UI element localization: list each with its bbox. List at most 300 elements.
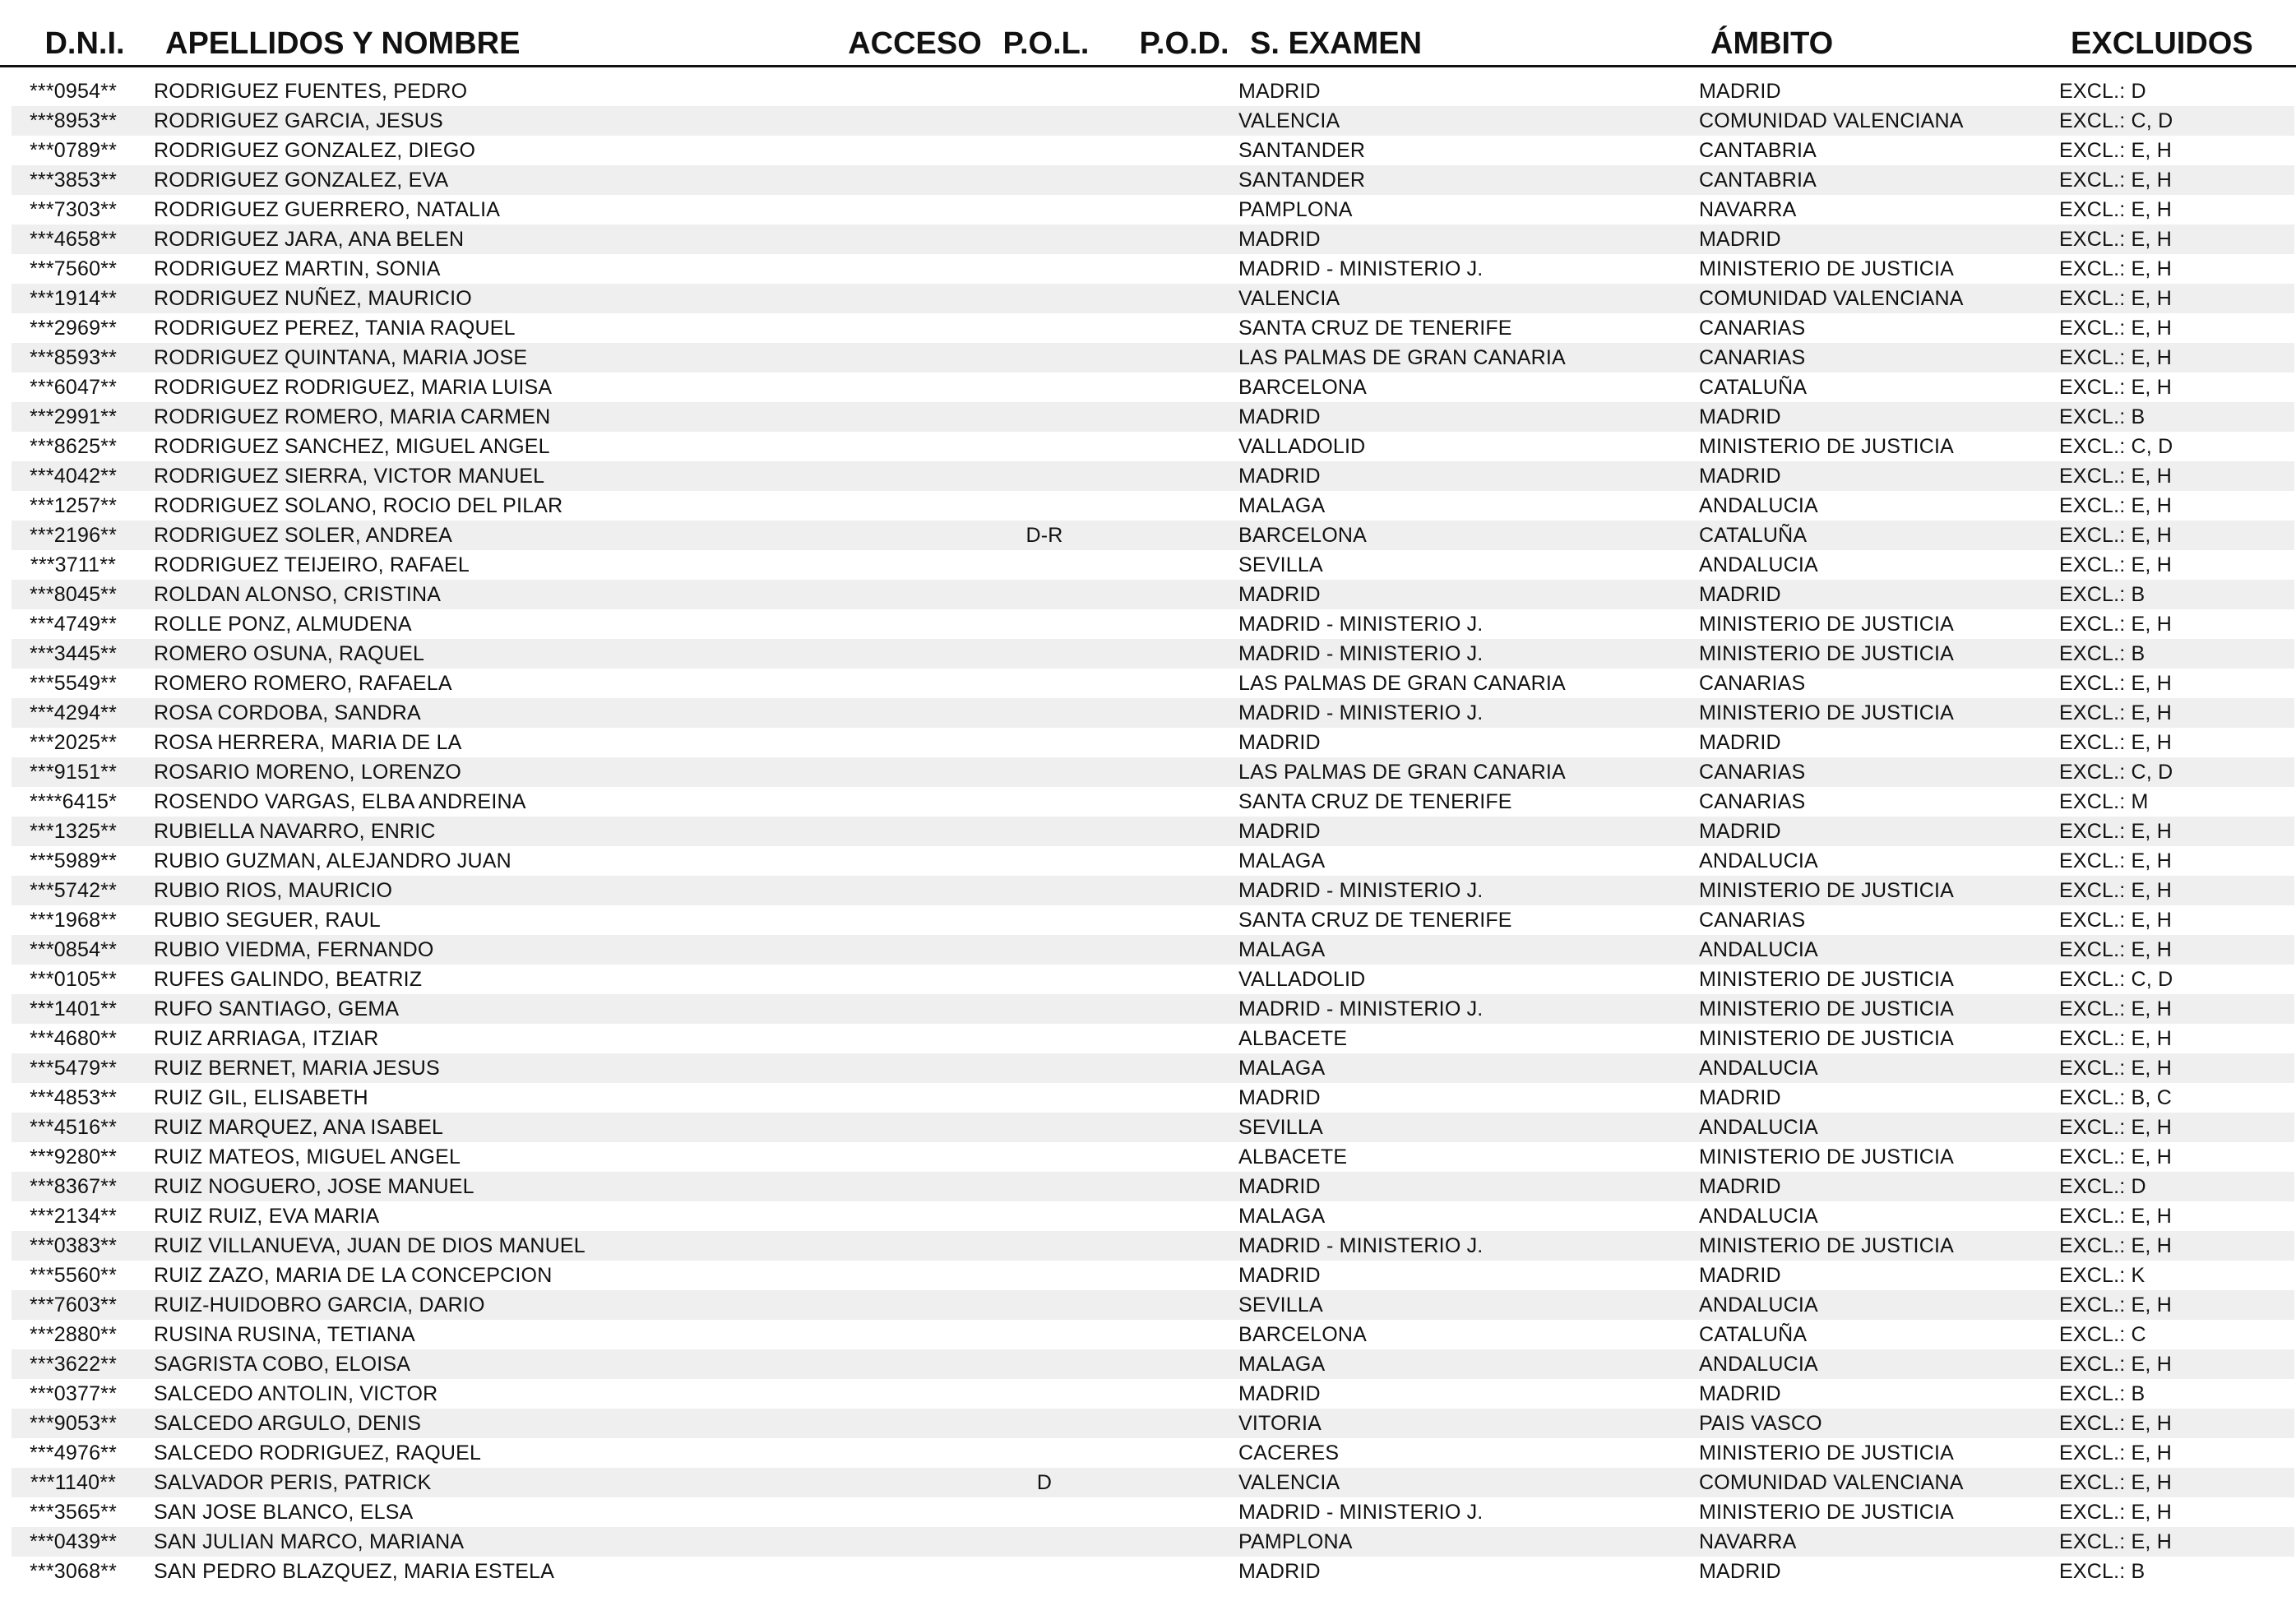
cell-excluidos: EXCL.: E, H (2059, 879, 2172, 902)
cell-acceso (847, 1468, 970, 1497)
cell-dni: ***1914** (29, 287, 118, 310)
cell-dni: ***4853** (29, 1086, 118, 1109)
cell-pol (995, 728, 1094, 757)
cell-pol (995, 1113, 1094, 1142)
cell-pod (1127, 609, 1234, 639)
cell-pol (995, 1557, 1094, 1586)
cell-pol: D (1036, 1471, 1053, 1494)
cell-name: SALCEDO ANTOLIN, VICTOR (154, 1382, 438, 1405)
cell-acceso (847, 935, 970, 965)
cell-pol (995, 994, 1094, 1024)
header-pol: P.O.L. (1002, 26, 1090, 61)
cell-pod (1127, 1438, 1234, 1468)
cell-ambito: CATALUÑA (1699, 376, 1808, 399)
cell-name: RODRIGUEZ SOLER, ANDREA (154, 524, 452, 547)
cell-acceso (847, 1142, 970, 1172)
cell-pod (1127, 1142, 1234, 1172)
cell-examen: MADRID - MINISTERIO J. (1238, 997, 1484, 1020)
cell-pod (1127, 1320, 1234, 1349)
cell-pol (995, 1261, 1094, 1290)
cell-pol (995, 609, 1094, 639)
cell-excluidos: EXCL.: E, H (2059, 1234, 2172, 1257)
table-row (12, 76, 2294, 106)
cell-examen: CACERES (1238, 1441, 1340, 1465)
cell-dni: ***1257** (29, 494, 118, 517)
cell-examen: PAMPLONA (1238, 198, 1353, 221)
cell-excluidos: EXCL.: E, H (2059, 731, 2172, 754)
cell-name: RODRIGUEZ ROMERO, MARIA CARMEN (154, 405, 551, 428)
header-divider (0, 65, 2296, 67)
cell-ambito: MINISTERIO DE JUSTICIA (1699, 701, 1954, 724)
cell-examen: MADRID (1238, 465, 1321, 488)
cell-pol (995, 254, 1094, 284)
cell-acceso (847, 1497, 970, 1527)
cell-pol (995, 1231, 1094, 1261)
cell-pod (1127, 373, 1234, 402)
cell-acceso (847, 965, 970, 994)
cell-dni: ***6047** (29, 376, 118, 399)
cell-pol (995, 1290, 1094, 1320)
cell-dni: ***3445** (29, 642, 118, 665)
cell-name: RUIZ MARQUEZ, ANA ISABEL (154, 1116, 444, 1139)
cell-examen: SEVILLA (1238, 1293, 1323, 1317)
cell-pod (1127, 1201, 1234, 1231)
cell-excluidos: EXCL.: E, H (2059, 287, 2172, 310)
cell-dni: ***7603** (29, 1293, 118, 1317)
cell-ambito: MADRID (1699, 465, 1781, 488)
cell-examen: MADRID (1238, 1086, 1321, 1109)
cell-excluidos: EXCL.: E, H (2059, 465, 2172, 488)
table-row (12, 1261, 2294, 1290)
cell-pod (1127, 432, 1234, 461)
cell-examen: MADRID (1238, 1560, 1321, 1583)
cell-pol (995, 165, 1094, 195)
cell-examen: BARCELONA (1238, 376, 1368, 399)
cell-examen: MADRID - MINISTERIO J. (1238, 1501, 1484, 1524)
table-row (12, 1438, 2294, 1468)
cell-examen: MALAGA (1238, 1057, 1326, 1080)
cell-dni: ***9280** (29, 1145, 118, 1168)
cell-excluidos: EXCL.: E, H (2059, 1057, 2172, 1080)
cell-pod (1127, 817, 1234, 846)
cell-dni: ***4042** (29, 465, 118, 488)
cell-pol (995, 757, 1094, 787)
header-name: APELLIDOS Y NOMBRE (165, 26, 521, 61)
cell-name: SAN JULIAN MARCO, MARIANA (154, 1530, 465, 1553)
cell-ambito: COMUNIDAD VALENCIANA (1699, 109, 1964, 132)
cell-ambito: COMUNIDAD VALENCIANA (1699, 287, 1964, 310)
cell-pod (1127, 491, 1234, 521)
cell-acceso (847, 491, 970, 521)
cell-excluidos: EXCL.: E, H (2059, 139, 2172, 162)
cell-examen: MADRID (1238, 820, 1321, 843)
cell-name: ROLLE PONZ, ALMUDENA (154, 613, 412, 636)
cell-pol (995, 313, 1094, 343)
cell-pol (995, 1320, 1094, 1349)
cell-excluidos: EXCL.: E, H (2059, 1412, 2172, 1435)
cell-ambito: MINISTERIO DE JUSTICIA (1699, 1145, 1954, 1168)
cell-acceso (847, 343, 970, 373)
cell-pod (1127, 313, 1234, 343)
cell-pod (1127, 1231, 1234, 1261)
cell-ambito: ANDALUCIA (1699, 1205, 1818, 1228)
cell-ambito: CANTABRIA (1699, 139, 1817, 162)
table-row (12, 1527, 2294, 1557)
cell-dni: ***2880** (29, 1323, 118, 1346)
table-row (12, 1320, 2294, 1349)
cell-name: SAGRISTA COBO, ELOISA (154, 1353, 411, 1376)
table-row (12, 817, 2294, 846)
cell-acceso (847, 1349, 970, 1379)
cell-name: RODRIGUEZ JARA, ANA BELEN (154, 228, 465, 251)
cell-ambito: MINISTERIO DE JUSTICIA (1699, 613, 1954, 636)
cell-examen: MADRID (1238, 1175, 1321, 1198)
cell-dni: ***0105** (29, 968, 118, 991)
cell-name: RUIZ MATEOS, MIGUEL ANGEL (154, 1145, 461, 1168)
cell-ambito: CANARIAS (1699, 790, 1806, 813)
cell-pol (995, 1024, 1094, 1053)
cell-dni: ***0789** (29, 139, 118, 162)
cell-name: RUIZ GIL, ELISABETH (154, 1086, 368, 1109)
cell-name: RODRIGUEZ SOLANO, ROCIO DEL PILAR (154, 494, 563, 517)
cell-excluidos: EXCL.: E, H (2059, 376, 2172, 399)
cell-excluidos: EXCL.: B (2059, 642, 2146, 665)
cell-acceso (847, 284, 970, 313)
table-row (12, 728, 2294, 757)
cell-pol (995, 965, 1094, 994)
cell-acceso (847, 136, 970, 165)
cell-pol (995, 935, 1094, 965)
cell-dni: ****6415* (29, 790, 118, 813)
cell-ambito: CATALUÑA (1699, 524, 1808, 547)
cell-pol (995, 550, 1094, 580)
cell-pod (1127, 1409, 1234, 1438)
table-row (12, 609, 2294, 639)
cell-pod (1127, 165, 1234, 195)
cell-ambito: CANARIAS (1699, 346, 1806, 369)
cell-pod (1127, 1290, 1234, 1320)
cell-examen: MALAGA (1238, 494, 1326, 517)
table-row (12, 1497, 2294, 1527)
cell-dni: ***8953** (29, 109, 118, 132)
cell-name: RODRIGUEZ NUÑEZ, MAURICIO (154, 287, 472, 310)
cell-pod (1127, 76, 1234, 106)
cell-name: RUIZ-HUIDOBRO GARCIA, DARIO (154, 1293, 485, 1317)
cell-examen: MADRID - MINISTERIO J. (1238, 257, 1484, 280)
cell-ambito: MADRID (1699, 1560, 1781, 1583)
cell-pol (995, 491, 1094, 521)
table-row (12, 521, 2294, 550)
cell-dni: ***3711** (30, 553, 117, 576)
cell-acceso (847, 1231, 970, 1261)
cell-pol (995, 1172, 1094, 1201)
table-row (12, 1113, 2294, 1142)
cell-name: SALCEDO ARGULO, DENIS (154, 1412, 422, 1435)
cell-pod (1127, 1083, 1234, 1113)
cell-examen: MALAGA (1238, 1353, 1326, 1376)
cell-ambito: ANDALUCIA (1699, 1353, 1818, 1376)
cell-acceso (847, 994, 970, 1024)
table-row (12, 136, 2294, 165)
cell-pol (995, 136, 1094, 165)
cell-excluidos: EXCL.: C (2059, 1323, 2146, 1346)
cell-examen: MALAGA (1238, 1205, 1326, 1228)
cell-name: RUIZ BERNET, MARIA JESUS (154, 1057, 440, 1080)
cell-dni: ***4749** (29, 613, 118, 636)
table-row (12, 1409, 2294, 1438)
cell-pod (1127, 136, 1234, 165)
table-row (12, 1083, 2294, 1113)
cell-acceso (847, 669, 970, 698)
table-row (12, 1053, 2294, 1083)
cell-examen: SEVILLA (1238, 553, 1323, 576)
cell-excluidos: EXCL.: E, H (2059, 524, 2172, 547)
cell-dni: ***1401** (29, 997, 118, 1020)
cell-ambito: MADRID (1699, 405, 1781, 428)
cell-ambito: MADRID (1699, 1175, 1781, 1198)
cell-ambito: MINISTERIO DE JUSTICIA (1699, 435, 1954, 458)
cell-acceso (847, 580, 970, 609)
cell-examen: MALAGA (1238, 849, 1326, 872)
table-row (12, 491, 2294, 521)
cell-ambito: NAVARRA (1699, 198, 1797, 221)
cell-excluidos: EXCL.: E, H (2059, 1471, 2172, 1494)
cell-dni: ***9053** (29, 1412, 118, 1435)
cell-pol (995, 76, 1094, 106)
cell-excluidos: EXCL.: D (2059, 80, 2146, 103)
cell-name: RODRIGUEZ RODRIGUEZ, MARIA LUISA (154, 376, 553, 399)
cell-dni: ***3565** (29, 1501, 118, 1524)
cell-excluidos: EXCL.: E, H (2059, 228, 2172, 251)
cell-name: ROSA CORDOBA, SANDRA (154, 701, 421, 724)
table-row (12, 965, 2294, 994)
cell-acceso (847, 1290, 970, 1320)
cell-pol (995, 106, 1094, 136)
cell-name: ROSA HERRERA, MARIA DE LA (154, 731, 462, 754)
cell-dni: ***0383** (29, 1234, 118, 1257)
cell-excluidos: EXCL.: B, C (2059, 1086, 2172, 1109)
cell-dni: ***4658** (29, 228, 118, 251)
cell-pod (1127, 1172, 1234, 1201)
cell-examen: MADRID - MINISTERIO J. (1238, 1234, 1484, 1257)
table-row (12, 1201, 2294, 1231)
cell-acceso (847, 728, 970, 757)
cell-ambito: CANARIAS (1699, 317, 1806, 340)
cell-ambito: ANDALUCIA (1699, 494, 1818, 517)
cell-dni: ***3068** (29, 1560, 118, 1583)
table-row (12, 224, 2294, 254)
cell-examen: MADRID - MINISTERIO J. (1238, 642, 1484, 665)
cell-excluidos: EXCL.: E, H (2059, 701, 2172, 724)
cell-acceso (847, 609, 970, 639)
cell-excluidos: EXCL.: E, H (2059, 1116, 2172, 1139)
cell-pol (995, 1053, 1094, 1083)
cell-pod (1127, 965, 1234, 994)
cell-pod (1127, 1261, 1234, 1290)
cell-excluidos: EXCL.: E, H (2059, 1530, 2172, 1553)
cell-pod (1127, 757, 1234, 787)
header-excluidos: EXCLUIDOS (2071, 26, 2253, 61)
table-row (12, 1172, 2294, 1201)
cell-pod (1127, 195, 1234, 224)
cell-examen: SANTA CRUZ DE TENERIFE (1238, 317, 1512, 340)
cell-pol (995, 876, 1094, 905)
cell-dni: ***8045** (29, 583, 118, 606)
cell-dni: ***4680** (29, 1027, 118, 1050)
cell-acceso (847, 1201, 970, 1231)
cell-acceso (847, 1438, 970, 1468)
cell-examen: SEVILLA (1238, 1116, 1323, 1139)
table-row (12, 846, 2294, 876)
table-row (12, 284, 2294, 313)
cell-dni: ***2196** (29, 524, 118, 547)
table-row (12, 698, 2294, 728)
cell-ambito: CATALUÑA (1699, 1323, 1808, 1346)
cell-ambito: COMUNIDAD VALENCIANA (1699, 1471, 1964, 1494)
table-row (12, 1349, 2294, 1379)
cell-dni: ***8625** (29, 435, 118, 458)
cell-excluidos: EXCL.: E, H (2059, 257, 2172, 280)
cell-name: RODRIGUEZ GONZALEZ, EVA (154, 169, 449, 192)
table-row (12, 1142, 2294, 1172)
cell-pod (1127, 935, 1234, 965)
cell-acceso (847, 905, 970, 935)
cell-excluidos: EXCL.: E, H (2059, 1441, 2172, 1465)
cell-ambito: ANDALUCIA (1699, 1057, 1818, 1080)
cell-pod (1127, 1497, 1234, 1527)
table-row (12, 876, 2294, 905)
table-row (12, 254, 2294, 284)
cell-name: RODRIGUEZ SIERRA, VICTOR MANUEL (154, 465, 545, 488)
table-row (12, 639, 2294, 669)
cell-examen: MADRID - MINISTERIO J. (1238, 879, 1484, 902)
cell-pol (995, 639, 1094, 669)
cell-name: RUBIO SEGUER, RAUL (154, 909, 381, 932)
cell-examen: MALAGA (1238, 938, 1326, 961)
cell-examen: ALBACETE (1238, 1027, 1348, 1050)
cell-ambito: MINISTERIO DE JUSTICIA (1699, 997, 1954, 1020)
cell-name: SALVADOR PERIS, PATRICK (154, 1471, 432, 1494)
cell-examen: MADRID (1238, 80, 1321, 103)
cell-pod (1127, 698, 1234, 728)
cell-excluidos: EXCL.: C, D (2059, 761, 2173, 784)
cell-acceso (847, 402, 970, 432)
cell-dni: ***0377** (29, 1382, 118, 1405)
cell-pol (995, 1083, 1094, 1113)
cell-examen: SANTANDER (1238, 169, 1366, 192)
cell-ambito: ANDALUCIA (1699, 938, 1818, 961)
cell-examen: SANTA CRUZ DE TENERIFE (1238, 790, 1512, 813)
cell-pod (1127, 1113, 1234, 1142)
cell-acceso (847, 698, 970, 728)
cell-acceso (847, 1261, 970, 1290)
table-row (12, 1557, 2294, 1586)
cell-pod (1127, 1527, 1234, 1557)
cell-excluidos: EXCL.: K (2059, 1264, 2146, 1287)
cell-pol (995, 1349, 1094, 1379)
cell-examen: SANTANDER (1238, 139, 1366, 162)
cell-dni: ***4976** (29, 1441, 118, 1465)
table-row (12, 1290, 2294, 1320)
cell-acceso (847, 195, 970, 224)
cell-acceso (847, 757, 970, 787)
cell-pol (995, 1497, 1094, 1527)
cell-ambito: CANTABRIA (1699, 169, 1817, 192)
cell-examen: MADRID (1238, 1264, 1321, 1287)
table-row (12, 1024, 2294, 1053)
cell-pod (1127, 639, 1234, 669)
cell-excluidos: EXCL.: E, H (2059, 938, 2172, 961)
cell-pol (995, 669, 1094, 698)
cell-excluidos: EXCL.: E, H (2059, 849, 2172, 872)
cell-acceso (847, 876, 970, 905)
cell-ambito: MADRID (1699, 1086, 1781, 1109)
cell-dni: ***2991** (29, 405, 118, 428)
header-acceso: ACCESO (848, 26, 982, 61)
cell-acceso (847, 373, 970, 402)
cell-acceso (847, 1557, 970, 1586)
cell-dni: ***9151** (29, 761, 118, 784)
cell-acceso (847, 1083, 970, 1113)
cell-acceso (847, 76, 970, 106)
cell-name: RUBIO RIOS, MAURICIO (154, 879, 393, 902)
cell-pol (995, 195, 1094, 224)
cell-examen: ALBACETE (1238, 1145, 1348, 1168)
cell-ambito: MADRID (1699, 731, 1781, 754)
cell-acceso (847, 787, 970, 817)
cell-ambito: MADRID (1699, 1382, 1781, 1405)
cell-pol (995, 461, 1094, 491)
cell-name: ROLDAN ALONSO, CRISTINA (154, 583, 442, 606)
cell-name: SAN JOSE BLANCO, ELSA (154, 1501, 414, 1524)
cell-dni: ***2134** (29, 1205, 118, 1228)
cell-acceso (847, 1024, 970, 1053)
cell-pol (995, 402, 1094, 432)
table-row (12, 994, 2294, 1024)
cell-dni: ***5742** (29, 879, 118, 902)
cell-dni: ***8593** (29, 346, 118, 369)
cell-excluidos: EXCL.: E, H (2059, 198, 2172, 221)
table-row (12, 402, 2294, 432)
cell-pod (1127, 254, 1234, 284)
cell-pol (995, 846, 1094, 876)
cell-ambito: NAVARRA (1699, 1530, 1797, 1553)
cell-acceso (847, 1172, 970, 1201)
cell-acceso (847, 521, 970, 550)
cell-ambito: MINISTERIO DE JUSTICIA (1699, 1441, 1954, 1465)
cell-pod (1127, 224, 1234, 254)
cell-pod (1127, 1557, 1234, 1586)
cell-pod (1127, 284, 1234, 313)
cell-pol (995, 1438, 1094, 1468)
cell-excluidos: EXCL.: E, H (2059, 317, 2172, 340)
cell-examen: MADRID - MINISTERIO J. (1238, 701, 1484, 724)
table-row (12, 905, 2294, 935)
cell-examen: MADRID - MINISTERIO J. (1238, 613, 1484, 636)
cell-pol (995, 787, 1094, 817)
cell-pol (995, 343, 1094, 373)
cell-name: RODRIGUEZ SANCHEZ, MIGUEL ANGEL (154, 435, 550, 458)
cell-ambito: ANDALUCIA (1699, 849, 1818, 872)
cell-pol (995, 905, 1094, 935)
cell-dni: ***0439** (29, 1530, 118, 1553)
cell-excluidos: EXCL.: E, H (2059, 1293, 2172, 1317)
cell-examen: LAS PALMAS DE GRAN CANARIA (1238, 761, 1566, 784)
cell-pol (995, 817, 1094, 846)
cell-ambito: MADRID (1699, 228, 1781, 251)
cell-name: RODRIGUEZ GUERRERO, NATALIA (154, 198, 501, 221)
cell-pod (1127, 669, 1234, 698)
